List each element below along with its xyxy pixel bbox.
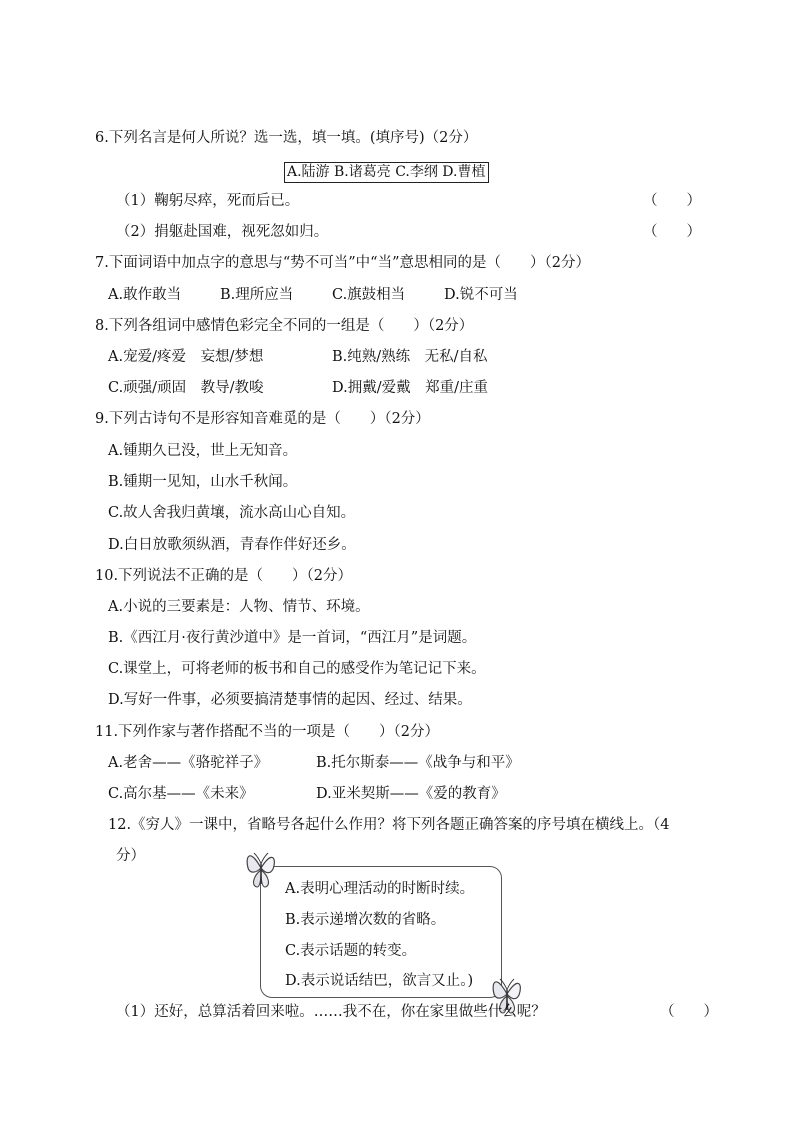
q6-item-1-answer[interactable]: （ ） [643,193,701,209]
q12-stem-line1: 12.《穷人》一课中，省略号各起什么作用？将下列各题正确答案的序号填在横线上。（4 [108,817,670,833]
q12-stem-line2: 分） [116,848,145,864]
q10-option-d: D.写好一件事，必须要搞清楚事情的起因、经过、结果。 [108,692,472,708]
q8-option-b: B.纯熟/熟练 无私/自私 [332,349,488,365]
q11-option-c: C.高尔基——《未来》 [108,786,254,802]
q10-stem: 10.下列说法不正确的是（ ）（2分） [95,568,353,584]
q6-stem: 6.下列名言是何人所说？选一选，填一填。(填序号)（2分） [95,130,478,146]
q12-hint-box [260,866,502,998]
q9-option-c: C.故人舍我归黄壤，流水高山心自知。 [108,505,356,521]
q7-option-c: C.旗鼓相当 [332,287,406,303]
q9-option-a: A.锺期久已没，世上无知音。 [108,443,298,459]
q11-option-d: D.亚米契斯——《爱的教育》 [316,786,506,802]
q7-option-a: A.敢作敢当 [108,287,182,303]
q12-item-1-answer[interactable]: （ ） [660,1004,718,1020]
q7-option-d: D.锐不可当 [444,287,518,303]
q11-option-a: A.老舍——《骆驼祥子》 [108,755,269,771]
q8-option-c: C.顽强/顽固 教导/教唆 [108,380,264,396]
q12-box-item-d: D.表示说话结巴，欲言又止。) [285,973,474,989]
q10-option-c: C.课堂上，可将老师的板书和自己的感受作为笔记记下来。 [108,661,486,677]
q9-option-b: B.锺期一见知，山水千秋闻。 [108,474,298,490]
q6-item-2-answer[interactable]: （ ） [643,224,701,240]
q6-item-2: （2）捐躯赴国难，视死忽如归。 [116,224,329,240]
q8-option-d: D.拥戴/爱戴 郑重/庄重 [332,380,488,396]
q11-option-b: B.托尔斯泰——《战争与和平》 [316,755,520,771]
q9-option-d: D.白日放歌须纵酒，青春作伴好还乡。 [108,537,356,553]
q9-stem: 9.下列古诗句不是形容知音难觅的是（ ）（2分） [95,411,430,427]
q6-options-box: A.陆游 B.诸葛亮 C.李纲 D.曹植 [284,162,489,183]
q7-stem: 7.下面词语中加点字的意思与“势不可当”中“当”意思相同的是（ ）（2分） [95,255,590,271]
butterfly-icon [244,846,278,890]
q12-box-item-b: B.表示递增次数的省略。 [285,912,446,928]
q7-option-b: B.理所应当 [220,287,294,303]
q6-item-1: （1）鞠躬尽瘁，死而后已。 [116,193,300,209]
q10-option-a: A.小说的三要素是：人物、情节、环境。 [108,599,370,615]
q12-box-item-a: A.表明心理活动的时断时续。 [285,881,475,897]
q8-option-a: A.宠爱/疼爱 妄想/梦想 [108,349,264,365]
q11-stem: 11.下列作家与著作搭配不当的一项是（ ）（2分） [95,724,440,740]
q12-box-item-c: C.表示话题的转变。 [285,943,417,959]
q10-option-b: B.《西江月·夜行黄沙道中》是一首词，“西江月”是词题。 [108,630,477,646]
q12-item-1: （1）还好，总算活着回来啦。……我不在，你在家里做些什么呢？ [116,1004,546,1020]
q8-stem: 8.下列各组词中感情色彩完全不同的一组是（ ）（2分） [95,318,474,334]
